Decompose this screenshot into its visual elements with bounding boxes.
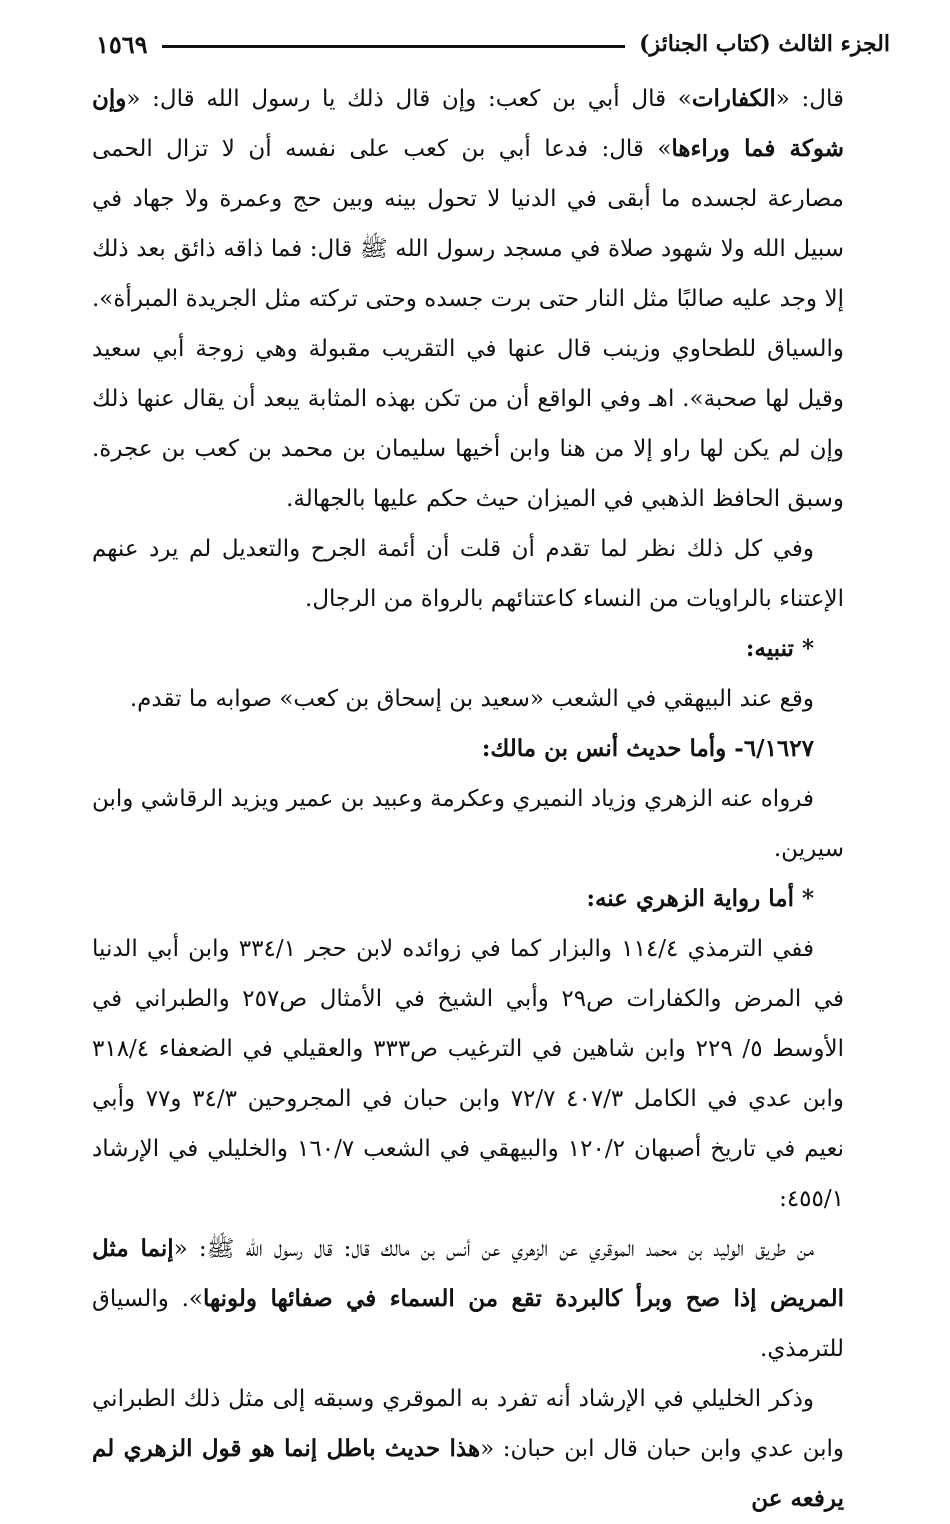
header-rule bbox=[162, 45, 626, 48]
note-heading: * تنبيه: bbox=[745, 635, 814, 662]
note-text: وقع عند البيهقي في الشعب «سعيد بن إسحاق بن كعب» صوابه ما تقدم. bbox=[129, 686, 814, 712]
p6-part-a: وذكر الخليلي في الإرشاد أنه تفرد به الموقري وسبقه إلى مثل ذلك الطبراني وابن عدي وابن حبان قال ابن حبان: « bbox=[92, 1386, 844, 1462]
header-title: الجزء الثالث (كتاب الجنائز) bbox=[639, 31, 890, 57]
section-heading: ٦/١٦٢٧- وأما حديث أنس بن مالك: bbox=[481, 735, 814, 762]
p5-part-c: ». والسياق للترمذي. bbox=[92, 1286, 844, 1362]
paragraph-2: وفي كل ذلك نظر لما تقدم أن قلت أن أئمة الجرح والتعديل لم يرد عنهم الإعتناء بالراويات من النساء كاعتنائهم بالرواة من الرجال. bbox=[92, 536, 844, 612]
paragraph-4: ففي الترمذي ١١٤/٤ والبزار كما في زوائده لابن حجر ٣٣٤/١ وابن أبي الدنيا في المرض والكفارات ص٢٩ وأبي الشيخ في الأمثال ص٢٥٧ والطبراني في الأوسط ٥/ ٢٢٩ وابن شاهين في الترغيب ص٣٣٣ والعقيلي في الضعفاء ٣١٨/٤ وابن عدي في الكامل ٤٠٧/٣ ٧٢/٧ وابن حبان في المجروحين ٣٤/٣ و٧٧ وأبي نعيم في تاريخ أصبهان ١٢٠/٢ والبيهقي في الشعب ١٦٠/٧ والخليلي في الإرشاد ٤٥٥/١: bbox=[92, 936, 844, 1212]
p5-bold-hadith: إنما مثل المريض إذا صح وبرأ كالبردة تقع من السماء في صفائها ولونها bbox=[92, 1235, 844, 1312]
p5-part-a: من طريق الوليد بن محمد الموقري عن الزهري عن أنس بن مالك قال: قال رسول الله ﷺ: « bbox=[173, 1236, 814, 1262]
p6-bold-quote: هذا حديث باطل إنما هو قول الزهري لم يرفعه عن bbox=[92, 1435, 844, 1512]
p1-part-a: قال: « bbox=[775, 86, 844, 112]
subheading: * أما رواية الزهري عنه: bbox=[586, 885, 814, 912]
paragraph-5 bbox=[92, 1224, 844, 1374]
p1-bold-term: الكفارات bbox=[691, 85, 776, 112]
paragraph-1 bbox=[92, 74, 844, 524]
running-header bbox=[96, 26, 890, 62]
body-text bbox=[92, 74, 844, 1524]
paragraph-3: فرواه عنه الزهري وزياد النميري وعكرمة وعبيد بن عمير ويزيد الرقاشي وابن سيرين. bbox=[92, 786, 844, 862]
page-number: ١٥٦٩ bbox=[96, 29, 148, 59]
p1-bold-quote: وإن شوكة فما وراءها bbox=[92, 85, 844, 162]
p1-part-c: » قال أبي بن كعب: وإن قال ذلك يا رسول الله قال: « bbox=[126, 86, 692, 112]
paragraph-6 bbox=[92, 1374, 844, 1524]
p1-part-e: » قال: فدعا أبي بن كعب على نفسه أن لا تزال الحمى مصارعة لجسده ما أبقى في الدنيا لا تحول بينه وبين حج وعمرة ولا جهاد في سبيل الله ولا شهود صلاة في مسجد رسول الله ﷺ قال: فما ذاقه ذائق بعد ذلك إلا وجد عليه صالبًا مثل النار حتى برت جسده وحتى تركته مثل الجريدة المبرأة». والسياق للطحاوي وزينب قال عنها في التقريب مقبولة وهي زوجة أبي سعيد وقيل لها صحبة». اهـ وفي الواقع أن من تكن بهذه المثابة يبعد أن يقال عنها ذلك وإن لم يكن لها راو إلا من هنا وابن أخيها سليمان بن محمد بن كعب بن عجرة. وسبق الحافظ الذهبي في الميزان حيث حكم عليها بالجهالة. bbox=[92, 136, 844, 512]
